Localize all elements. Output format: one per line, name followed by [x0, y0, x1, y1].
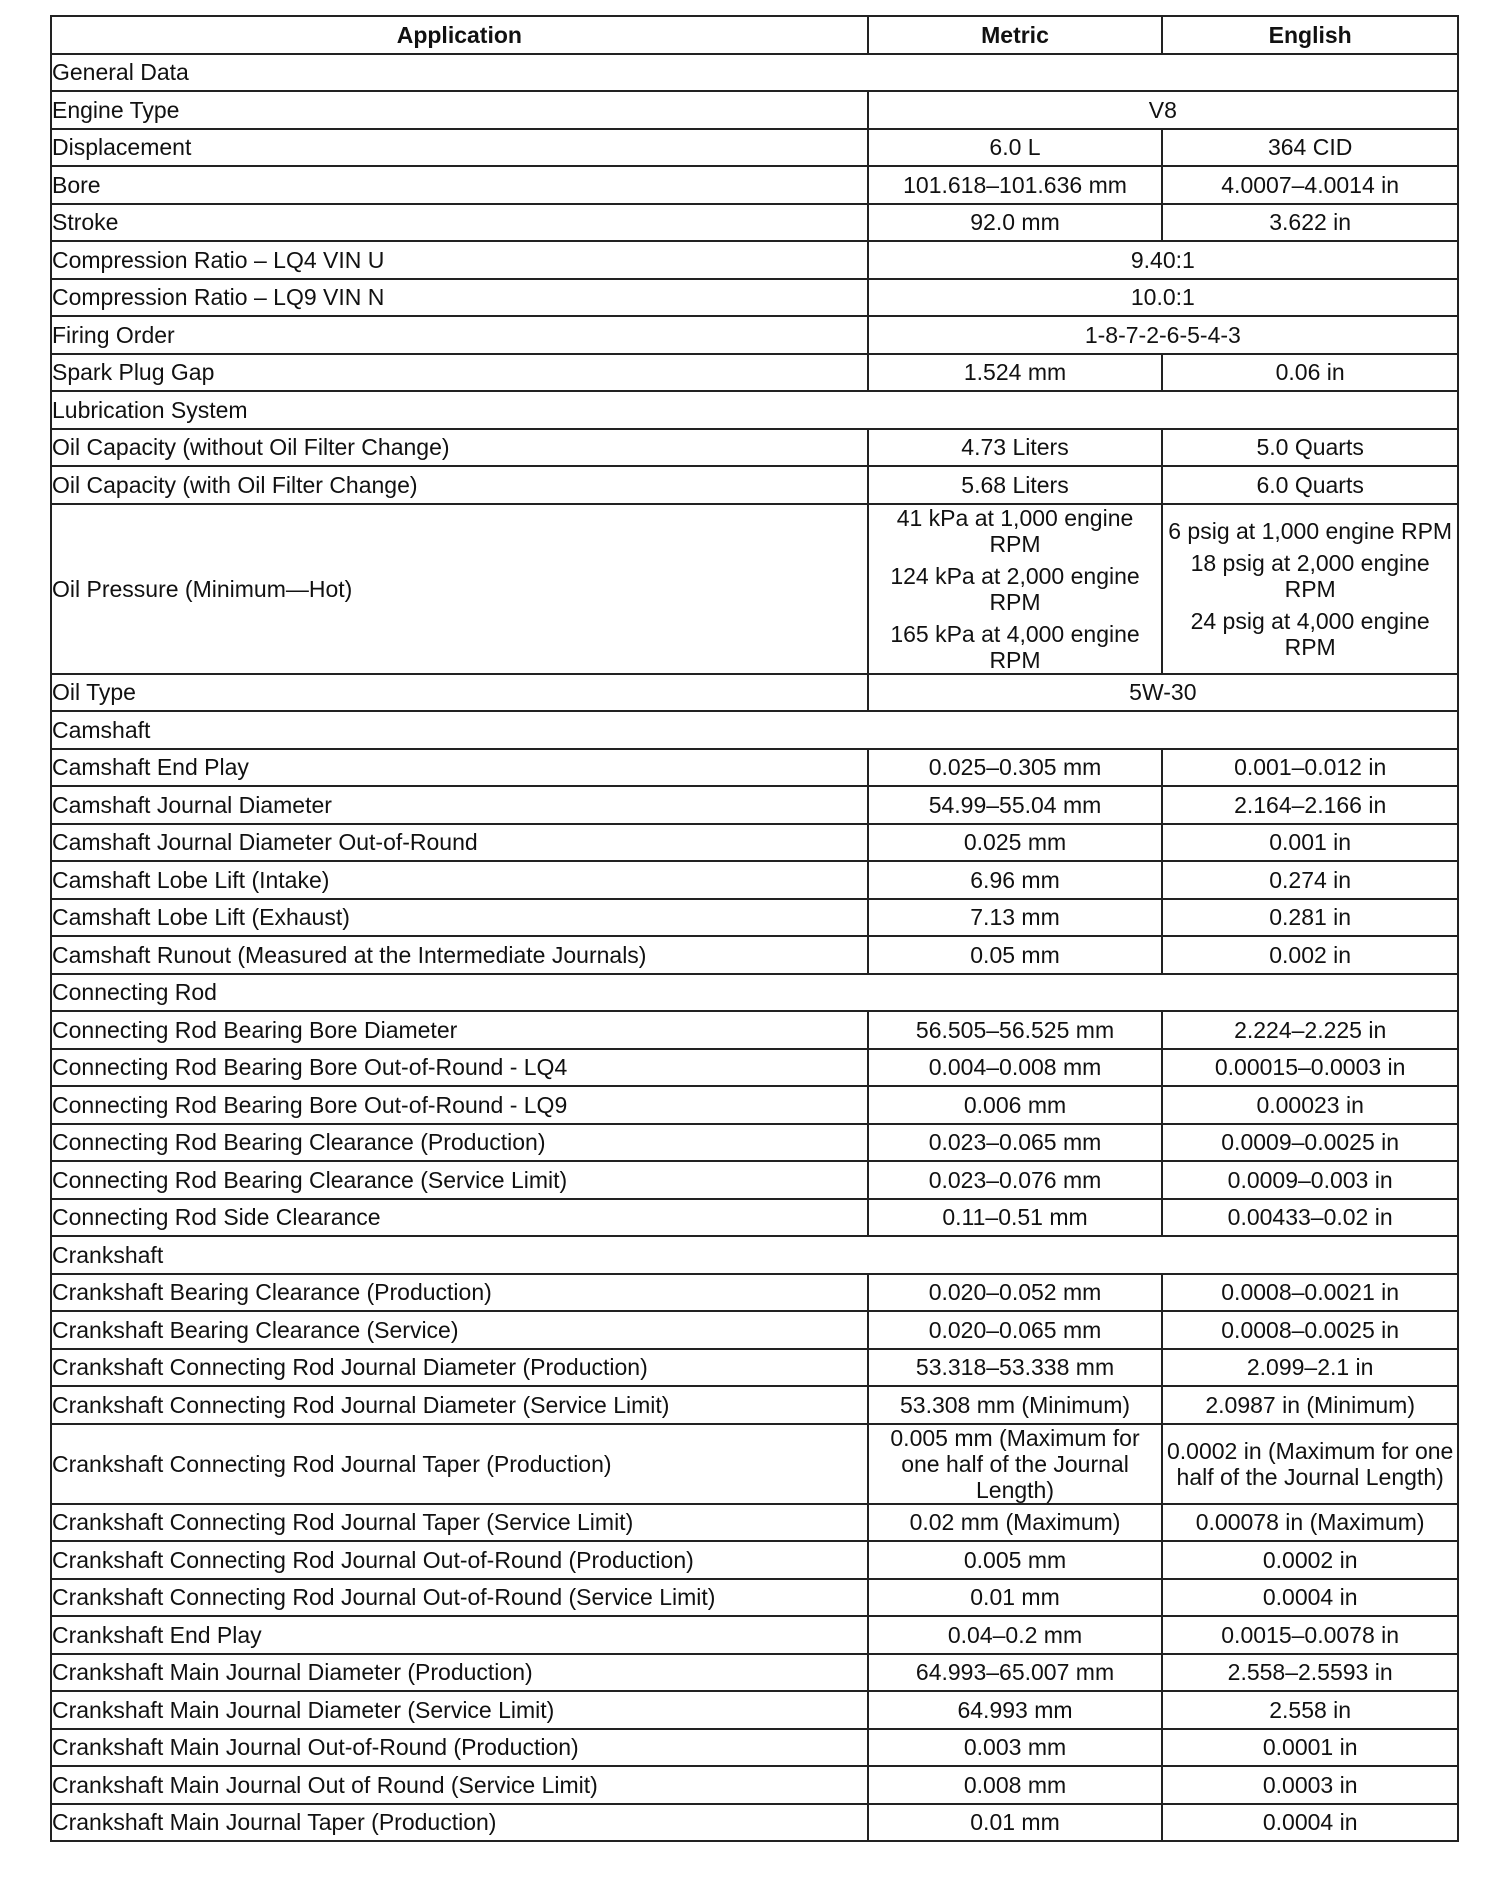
row-label: Crankshaft Connecting Rod Journal Out-of-Round (Service Limit) [51, 1579, 868, 1617]
table-row [51, 1274, 1458, 1312]
row-value-english: 2.0987 in (Minimum) [1162, 1386, 1458, 1424]
row-value-metric: 0.005 mm (Maximum for one half of the Journal Length) [868, 1424, 1163, 1504]
table-row [51, 899, 1458, 937]
row-value-metric: 0.02 mm (Maximum) [868, 1504, 1163, 1542]
row-value-english: 0.0009–0.0025 in [1162, 1124, 1458, 1162]
pressure-line: 6 psig at 1,000 engine RPM [1168, 517, 1453, 544]
table-row [51, 1161, 1458, 1199]
row-label: Stroke [51, 204, 868, 242]
row-value-metric: 54.99–55.04 mm [868, 786, 1163, 824]
row-value-metric: 0.003 mm [868, 1729, 1163, 1767]
table-header-row [51, 16, 1458, 54]
application-header: Application [51, 16, 868, 54]
engine-spec-table [50, 15, 1459, 1842]
row-value-english: 0.001 in [1162, 824, 1458, 862]
row-label: Crankshaft Main Journal Taper (Production) [51, 1804, 868, 1842]
row-value-english: 2.099–2.1 in [1162, 1349, 1458, 1387]
table-row [51, 1049, 1458, 1087]
row-value-english: 0.0002 in (Maximum for one half of the Journal Length) [1162, 1424, 1458, 1504]
english-header: English [1162, 16, 1458, 54]
row-value-metric: 0.01 mm [868, 1804, 1163, 1842]
row-value-shared: 9.40:1 [868, 241, 1458, 279]
row-label: Connecting Rod Bearing Bore Out-of-Round - LQ9 [51, 1086, 868, 1124]
row-label: Camshaft End Play [51, 749, 868, 787]
table-row [51, 1424, 1458, 1504]
row-value-metric: 0.11–0.51 mm [868, 1199, 1163, 1237]
row-value-metric: 4.73 Liters [868, 429, 1163, 467]
row-label: Connecting Rod Bearing Clearance (Service Limit) [51, 1161, 868, 1199]
row-label: Spark Plug Gap [51, 354, 868, 392]
pressure-line: 41 kPa at 1,000 engine RPM [896, 504, 1134, 557]
row-value-english [1162, 504, 1458, 674]
row-label: Displacement [51, 129, 868, 167]
row-value-metric: 0.008 mm [868, 1766, 1163, 1804]
table-row [51, 1579, 1458, 1617]
row-value-english: 0.0008–0.0021 in [1162, 1274, 1458, 1312]
table-row [51, 1086, 1458, 1124]
row-label: Camshaft Journal Diameter [51, 786, 868, 824]
row-value-english: 0.06 in [1162, 354, 1458, 392]
table-row [51, 1199, 1458, 1237]
section-row [51, 1236, 1458, 1274]
table-row [51, 316, 1458, 354]
row-value-metric: 56.505–56.525 mm [868, 1011, 1163, 1049]
table-row [51, 1654, 1458, 1692]
table-row [51, 354, 1458, 392]
row-label: Camshaft Lobe Lift (Intake) [51, 861, 868, 899]
row-label: Crankshaft Connecting Rod Journal Diameter (Service Limit) [51, 1386, 868, 1424]
row-label: Connecting Rod Bearing Bore Out-of-Round - LQ4 [51, 1049, 868, 1087]
row-value-metric: 64.993 mm [868, 1691, 1163, 1729]
table-row [51, 129, 1458, 167]
row-label: Connecting Rod Bearing Bore Diameter [51, 1011, 868, 1049]
row-label: Compression Ratio – LQ4 VIN U [51, 241, 868, 279]
row-value-english: 364 CID [1162, 129, 1458, 167]
row-label: Crankshaft Connecting Rod Journal Out-of-Round (Production) [51, 1541, 868, 1579]
table-row [51, 1766, 1458, 1804]
row-value-english: 0.0001 in [1162, 1729, 1458, 1767]
section-row [51, 54, 1458, 92]
table-row [51, 1011, 1458, 1049]
row-value-english: 0.00015–0.0003 in [1162, 1049, 1458, 1087]
row-label: Camshaft Runout (Measured at the Intermediate Journals) [51, 936, 868, 974]
row-label: Compression Ratio – LQ9 VIN N [51, 279, 868, 317]
row-label: Crankshaft End Play [51, 1616, 868, 1654]
row-label: Camshaft Lobe Lift (Exhaust) [51, 899, 868, 937]
row-value-english: 0.0004 in [1162, 1804, 1458, 1842]
row-value-english: 0.00023 in [1162, 1086, 1458, 1124]
table-row [51, 1504, 1458, 1542]
table-row [51, 1729, 1458, 1767]
row-value-metric: 0.05 mm [868, 936, 1163, 974]
row-value-english: 0.0002 in [1162, 1541, 1458, 1579]
table-row [51, 1616, 1458, 1654]
row-value-english: 0.274 in [1162, 861, 1458, 899]
table-row [51, 861, 1458, 899]
row-value-metric: 53.318–53.338 mm [868, 1349, 1163, 1387]
row-value-english: 0.0008–0.0025 in [1162, 1311, 1458, 1349]
table-row [51, 1124, 1458, 1162]
row-value-metric: 0.006 mm [868, 1086, 1163, 1124]
row-label: Engine Type [51, 91, 868, 129]
row-label: Oil Type [51, 674, 868, 712]
row-label: Connecting Rod Bearing Clearance (Production) [51, 1124, 868, 1162]
table-row [51, 936, 1458, 974]
row-value-metric: 6.96 mm [868, 861, 1163, 899]
row-value-metric: 0.023–0.065 mm [868, 1124, 1163, 1162]
section-title-general-data: General Data [51, 54, 1458, 92]
table-row [51, 1541, 1458, 1579]
row-label: Camshaft Journal Diameter Out-of-Round [51, 824, 868, 862]
section-title-crankshaft: Crankshaft [51, 1236, 1458, 1274]
row-value-shared: 1-8-7-2-6-5-4-3 [868, 316, 1458, 354]
metric-header: Metric [868, 16, 1163, 54]
table-row [51, 204, 1458, 242]
row-value-english: 3.622 in [1162, 204, 1458, 242]
row-value-metric: 1.524 mm [868, 354, 1163, 392]
table-row [51, 241, 1458, 279]
section-title-camshaft: Camshaft [51, 711, 1458, 749]
section-row [51, 711, 1458, 749]
row-value-metric: 5.68 Liters [868, 466, 1163, 504]
row-label: Crankshaft Main Journal Diameter (Service Limit) [51, 1691, 868, 1729]
row-label: Crankshaft Bearing Clearance (Service) [51, 1311, 868, 1349]
row-value-metric: 0.04–0.2 mm [868, 1616, 1163, 1654]
row-label: Firing Order [51, 316, 868, 354]
row-label: Oil Capacity (with Oil Filter Change) [51, 466, 868, 504]
row-label: Crankshaft Main Journal Diameter (Production) [51, 1654, 868, 1692]
row-value-metric: 0.020–0.065 mm [868, 1311, 1163, 1349]
pressure-line: 18 psig at 2,000 engine RPM [1190, 549, 1430, 602]
row-value-metric: 0.005 mm [868, 1541, 1163, 1579]
row-value-metric: 53.308 mm (Minimum) [868, 1386, 1163, 1424]
pressure-line: 124 kPa at 2,000 engine RPM [890, 562, 1140, 615]
table-row [51, 504, 1458, 674]
row-value-metric: 0.004–0.008 mm [868, 1049, 1163, 1087]
row-value-metric: 101.618–101.636 mm [868, 166, 1163, 204]
row-value-shared: 5W-30 [868, 674, 1458, 712]
row-value-english: 2.224–2.225 in [1162, 1011, 1458, 1049]
row-value-english: 6.0 Quarts [1162, 466, 1458, 504]
row-value-english: 0.0004 in [1162, 1579, 1458, 1617]
row-value-metric: 0.01 mm [868, 1579, 1163, 1617]
row-label: Crankshaft Connecting Rod Journal Taper (Production) [51, 1424, 868, 1504]
table-row [51, 1311, 1458, 1349]
table-row [51, 824, 1458, 862]
row-value-english: 5.0 Quarts [1162, 429, 1458, 467]
table-row [51, 1386, 1458, 1424]
row-value-english: 0.002 in [1162, 936, 1458, 974]
row-value-metric: 64.993–65.007 mm [868, 1654, 1163, 1692]
table-row [51, 91, 1458, 129]
row-value-metric: 0.020–0.052 mm [868, 1274, 1163, 1312]
section-row [51, 974, 1458, 1012]
row-label: Bore [51, 166, 868, 204]
row-value-metric: 0.023–0.076 mm [868, 1161, 1163, 1199]
row-value-english: 2.558 in [1162, 1691, 1458, 1729]
row-label: Crankshaft Connecting Rod Journal Taper (Service Limit) [51, 1504, 868, 1542]
row-label: Crankshaft Bearing Clearance (Production) [51, 1274, 868, 1312]
table-row [51, 1349, 1458, 1387]
row-value-english: 2.558–2.5593 in [1162, 1654, 1458, 1692]
row-label: Crankshaft Connecting Rod Journal Diameter (Production) [51, 1349, 868, 1387]
row-value-english: 0.281 in [1162, 899, 1458, 937]
row-value-metric [868, 504, 1163, 674]
table-row [51, 749, 1458, 787]
row-value-metric: 0.025–0.305 mm [868, 749, 1163, 787]
row-value-english: 0.0003 in [1162, 1766, 1458, 1804]
table-row [51, 166, 1458, 204]
pressure-line: 165 kPa at 4,000 engine RPM [890, 620, 1140, 673]
row-value-english: 0.0009–0.003 in [1162, 1161, 1458, 1199]
row-value-metric: 7.13 mm [868, 899, 1163, 937]
table-row [51, 279, 1458, 317]
row-value-shared: V8 [868, 91, 1458, 129]
row-value-metric: 0.025 mm [868, 824, 1163, 862]
row-value-metric: 6.0 L [868, 129, 1163, 167]
row-value-english: 4.0007–4.0014 in [1162, 166, 1458, 204]
row-label: Connecting Rod Side Clearance [51, 1199, 868, 1237]
row-label: Crankshaft Main Journal Out-of-Round (Production) [51, 1729, 868, 1767]
table-row [51, 1691, 1458, 1729]
row-value-english: 0.001–0.012 in [1162, 749, 1458, 787]
section-title-connecting-rod: Connecting Rod [51, 974, 1458, 1012]
row-label: Oil Pressure (Minimum—Hot) [51, 504, 868, 674]
row-value-english: 0.00433–0.02 in [1162, 1199, 1458, 1237]
section-title-lubrication: Lubrication System [51, 391, 1458, 429]
row-label: Oil Capacity (without Oil Filter Change) [51, 429, 868, 467]
pressure-line: 24 psig at 4,000 engine RPM [1190, 607, 1430, 660]
table-row [51, 429, 1458, 467]
table-row [51, 674, 1458, 712]
row-value-english: 0.0015–0.0078 in [1162, 1616, 1458, 1654]
row-label: Crankshaft Main Journal Out of Round (Service Limit) [51, 1766, 868, 1804]
table-row [51, 786, 1458, 824]
row-value-metric: 92.0 mm [868, 204, 1163, 242]
row-value-english: 2.164–2.166 in [1162, 786, 1458, 824]
table-row [51, 1804, 1458, 1842]
table-row [51, 466, 1458, 504]
row-value-shared: 10.0:1 [868, 279, 1458, 317]
row-value-english: 0.00078 in (Maximum) [1162, 1504, 1458, 1542]
section-row [51, 391, 1458, 429]
